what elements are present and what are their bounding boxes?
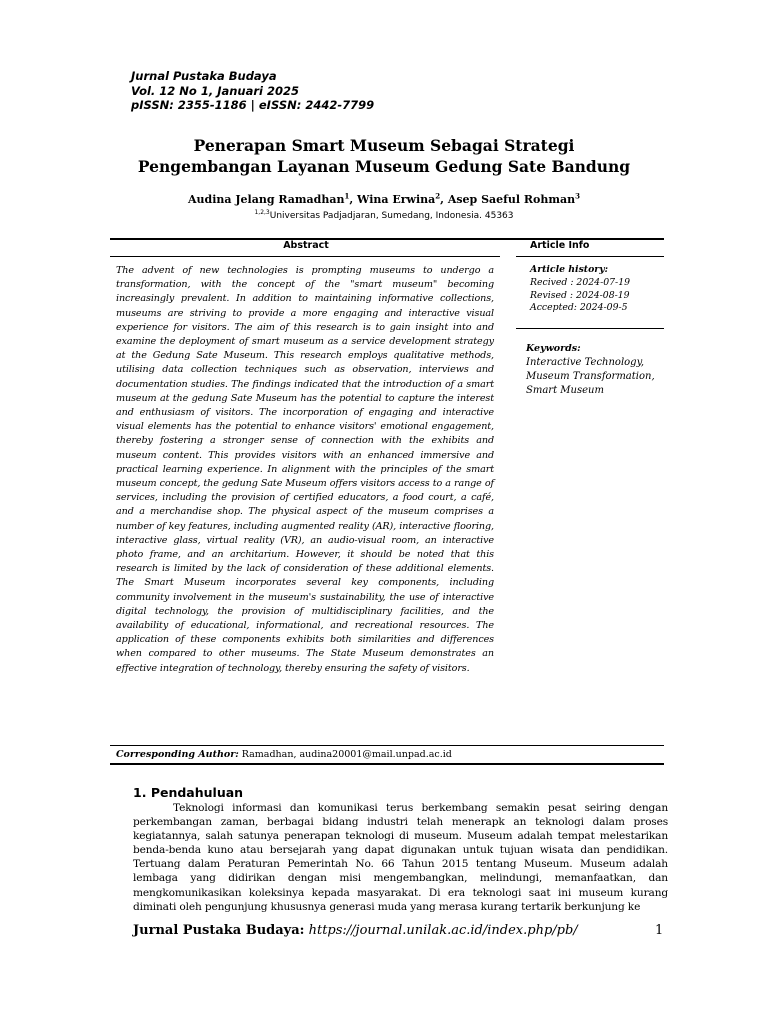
author-list: Audina Jelang Ramadhan$^1$, Wina Erwina$^2$, Asep Saeful Rohman$^3$ <box>187 191 580 206</box>
info-header-rule <box>516 256 664 257</box>
corresponding-author <box>116 749 452 761</box>
section-number: 1. <box>133 785 147 800</box>
history-bottom-rule <box>516 328 664 329</box>
revised-date: Revised : 2024-08-19 <box>530 289 630 301</box>
author-name: Audina Jelang Ramadhan <box>187 193 345 206</box>
corresponding-value: Ramadhan, audina20001@mail.unpad.ac.id <box>241 749 452 760</box>
intro-paragraph: Teknologi informasi dan komunikasi terus berkembang semakin pesat seiring dengan perkembangan zaman, berbagai bidang industri telah menerapk an teknologi dalam proses kegiatannya, salah satunya penerapan teknologi di museum. Museum adalah tempat melestarikan benda-benda kuno atau bersejarah yang dapat digunakan untuk tujuan wisata dan pendidikan. Tertuang dalam Peraturan Pemerintah No. 66 Tahun 2015 tentang Museum. Museum adalah lembaga yang didirikan dengan misi mengembangkan, melindungi, memanfaatkan, dan mengkomunikasikan koleksinya kepada masyarakat. Di era teknologi saat ini museum kurang diminati oleh pengunjung khususnya generasi muda yang merasa kurang tertarik berkunjung ke <box>133 802 668 913</box>
abstract-header-rule <box>110 256 500 257</box>
paper-title <box>100 135 668 177</box>
abstract-bottom-rule <box>110 745 664 746</box>
author-affiliation-mark: 3 <box>575 191 580 201</box>
affiliation <box>100 210 668 222</box>
title-line-1: Penerapan Smart Museum Sebagai Strategi <box>193 136 575 155</box>
article-history-heading: Article history: <box>530 264 609 275</box>
affiliation-mark: 1,2,3 <box>254 209 270 216</box>
journal-header <box>131 69 374 113</box>
journal-issn: pISSN: 2355-1186 | eISSN: 2442-7799 <box>131 98 375 112</box>
journal-name: Jurnal Pustaka Budaya <box>131 69 277 83</box>
page-number: 1 <box>655 923 664 938</box>
keywords-heading: Keywords: <box>526 343 581 354</box>
keywords <box>526 342 655 398</box>
journal-volume: Vol. 12 No 1, Januari 2025 <box>131 83 299 98</box>
corresponding-bottom-rule <box>110 763 664 765</box>
keyword-item: Museum Transformation, <box>526 371 655 382</box>
author-name: Wina Erwina <box>357 193 436 206</box>
received-date: Recived : 2024-07-19 <box>530 276 631 288</box>
abstract-heading: Abstract <box>283 240 329 251</box>
accepted-date: Accepted: 2024-09-5 <box>530 302 628 314</box>
abstract-text: The advent of new technologies is prompting museums to undergo a transformation, with the concept of the "smart museum" becoming increasingly prevalent. In addition to maintaining informative collections, museums are striving to provide a more engaging and interactive visual experience for visitors. The aim of this research is to gain insight into and examine the deployment of smart museum as a service development strategy at the Gedung Sate Museum. This research employs qualitative methods, utilising data collection techniques such as observation, interviews and documentation studies. The findings indicated that the introduction of a smart museum at the gedung Sate Museum has the potential to capture the interest and enthusiasm of visitors. The incorporation of engaging and interactive visual elements has the potential to enhance visitors' emotional engagement, thereby fostering a stronger sense of connection with the exhibits and museum content. This provides visitors with an enhanced immersive and practical learning experience. In alignment with the principles of the smart museum concept, the gedung Sate Museum offers visitors access to a range of services, including the provision of certified educators, a food court, a café, and a merchandise shop. The physical aspect of the museum comprises a number of key features, including augmented reality (AR), interactive flooring, interactive glass, virtual reality (VR), an audio-visual room, an interactive photo frame, and an architarium. However, it should be noted that this research is limited by the lack of consideration of these additional elements. The Smart Museum incorporates several key components, including community involvement in the museum's sustainability, the use of interactive digital technology, the provision of multidisciplinary facilities, and the availability of educational, informational, and recreational resources. The application of these components exhibits both similarities and differences when compared to other museums. The State Museum demonstrates an effective integration of technology, thereby ensuring the safety of visitors. <box>116 265 494 674</box>
article-history <box>530 264 630 315</box>
author-affiliation-mark: 1 <box>344 191 350 201</box>
affiliation-text: Universitas Padjadjaran, Sumedang, Indonesia. 45363 <box>269 211 514 221</box>
keyword-item: Smart Museum <box>526 385 604 396</box>
author-affiliation-mark: 2 <box>435 191 441 201</box>
author-name: Asep Saeful Rohman <box>447 193 576 206</box>
section-heading <box>133 785 243 801</box>
corresponding-label: Corresponding Author: <box>116 749 239 760</box>
footer-journal <box>133 922 578 939</box>
article-info-heading: Article Info <box>530 240 590 251</box>
footer-journal-name: Jurnal Pustaka Budaya: <box>133 923 305 938</box>
section-title: Pendahuluan <box>150 785 244 800</box>
keyword-item: Interactive Technology, <box>526 357 645 368</box>
footer-journal-url[interactable]: https://journal.unilak.ac.id/index.php/pb/ <box>308 923 578 938</box>
title-line-2: Pengembangan Layanan Museum Gedung Sate Bandung <box>137 157 631 176</box>
